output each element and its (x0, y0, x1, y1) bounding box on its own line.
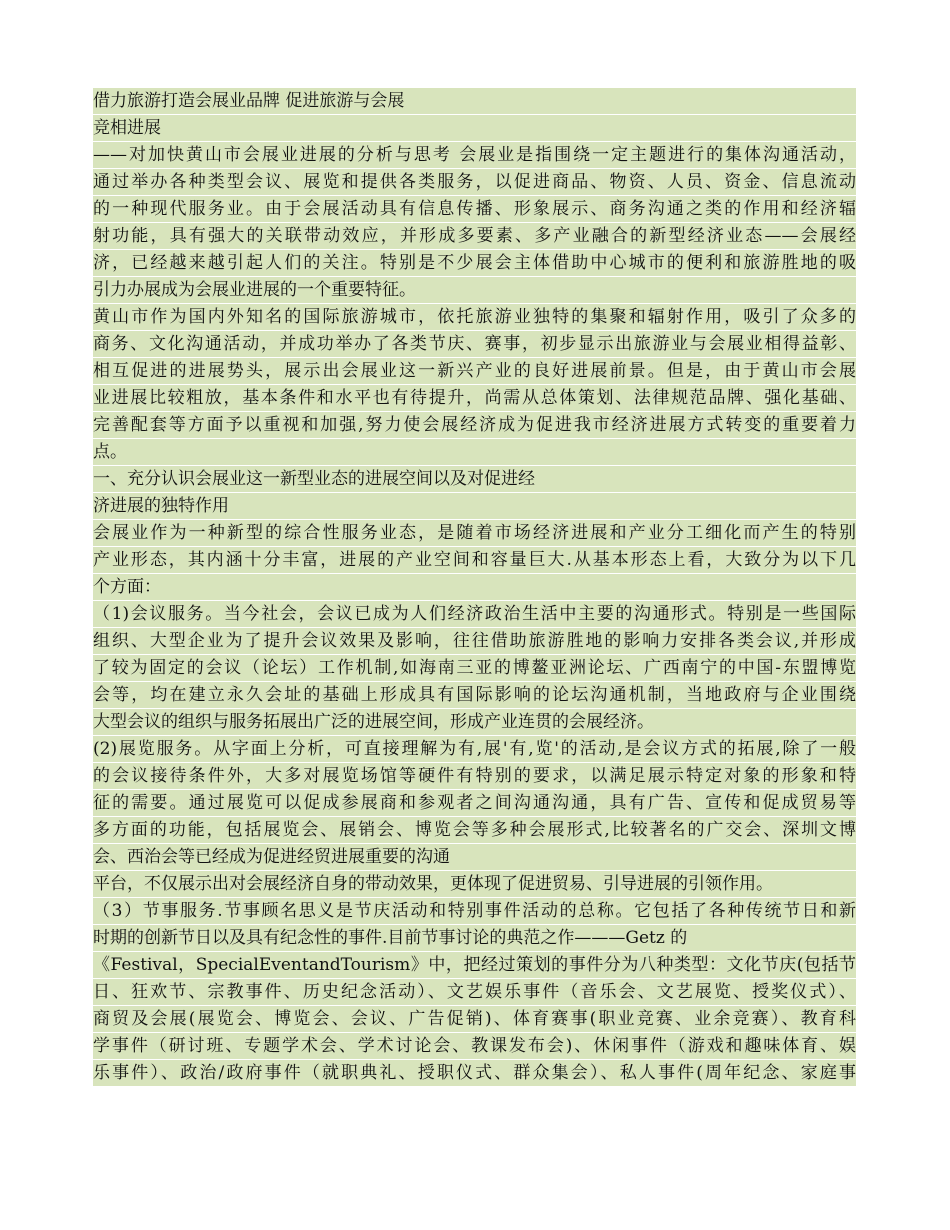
text-line: 多方面的功能，包括展览会、展销会、博览会等多种会展形式,比较著名的广交会、深圳文博 (93, 817, 856, 844)
text-line: ——对加快黄山市会展业进展的分析与思考 会展业是指围绕一定主题进行的集体沟通活动， (93, 142, 856, 169)
section-heading-line-1: 一、充分认识会展业这一新型业态的进展空间以及对促进经 (93, 466, 856, 493)
text-line: 商贸及会展(展览会、博览会、会议、广告促销)、体育赛事(职业竞赛、业余竞赛）、教育科 (93, 1006, 856, 1033)
text-line: 商务、文化沟通活动，并成功举办了各类节庆、赛事，初步显示出旅游业与会展业相得益彰、 (93, 331, 856, 358)
title-line-1: 借力旅游打造会展业品牌 促进旅游与会展 (93, 88, 856, 115)
text-line: 黄山市作为国内外知名的国际旅游城市，依托旅游业独特的集聚和辐射作用，吸引了众多的 (93, 304, 856, 331)
text-line: 业进展比较粗放，基本条件和水平也有待提升，尚需从总体策划、法律规范品牌、强化基础、 (93, 385, 856, 412)
text-line: 平台，不仅展示出对会展经济自身的带动效果，更体现了促进贸易、引导进展的引领作用。 (93, 871, 856, 898)
text-line: 学事件（研讨班、专题学术会、学术讨论会、教课发布会)、休闲事件（游戏和趣味体育、娱 (93, 1033, 856, 1060)
text-line: 点。 (93, 439, 856, 466)
text-line: 通过举办各种类型会议、展览和提供各类服务，以促进商品、物资、人员、资金、信息流动 (93, 169, 856, 196)
text-line: 个方面： (93, 574, 856, 601)
text-line: 时期的创新节日以及具有纪念性的事件.目前节事讨论的典范之作———Getz 的 (93, 925, 856, 952)
text-line: 征的需要。通过展览可以促成参展商和参观者之间沟通沟通，具有广告、宣传和促成贸易等 (93, 790, 856, 817)
text-line: 了较为固定的会议（论坛）工作机制,如海南三亚的博鳌亚洲论坛、广西南宁的中国-东盟博览 (93, 655, 856, 682)
text-line: 的会议接待条件外，大多对展览场馆等硬件有特别的要求，以满足展示特定对象的形象和特 (93, 763, 856, 790)
text-line: 大型会议的组织与服务拓展出广泛的进展空间，形成产业连贯的会展经济。 (93, 709, 856, 736)
text-line: 会等，均在建立永久会址的基础上形成具有国际影响的论坛沟通机制，当地政府与企业围绕 (93, 682, 856, 709)
text-line: 产业形态，其内涵十分丰富，进展的产业空间和容量巨大.从基本形态上看，大致分为以下几 (93, 547, 856, 574)
text-line: (2)展览服务。从字面上分析，可直接理解为有,展'有,览'的活动,是会议方式的拓展,除了一般 (93, 736, 856, 763)
text-line: 会展业作为一种新型的综合性服务业态，是随着市场经济进展和产业分工细化而产生的特别 (93, 520, 856, 547)
section-heading-line-2: 济进展的独特作用 (93, 493, 856, 520)
text-line: 《Festival，SpecialEventandTourism》中，把经过策划的事件分为八种类型：文化节庆(包括节 (93, 952, 856, 979)
text-line: 组织、大型企业为了提升会议效果及影响，往往借助旅游胜地的影响力安排各类会议,并形成 (93, 628, 856, 655)
text-line: 会、西治会等已经成为促进经贸进展重要的沟通 (93, 844, 856, 871)
title-line-2: 竞相进展 (93, 115, 856, 142)
text-line: （1)会议服务。当今社会，会议已成为人们经济政治生活中主要的沟通形式。特别是一些国际 (93, 601, 856, 628)
text-line: 相互促进的进展势头，展示出会展业这一新兴产业的良好进展前景。但是，由于黄山市会展 (93, 358, 856, 385)
text-line: （3）节事服务.节事顾名思义是节庆活动和特别事件活动的总称。它包括了各种传统节日和新 (93, 898, 856, 925)
text-line: 济，已经越来越引起人们的关注。特别是不少展会主体借助中心城市的便利和旅游胜地的吸 (93, 250, 856, 277)
text-line: 日、狂欢节、宗教事件、历史纪念活动）、文艺娱乐事件（音乐会、文艺展览、授奖仪式）、 (93, 979, 856, 1006)
text-line: 射功能，具有强大的关联带动效应，并形成多要素、多产业融合的新型经济业态——会展经 (93, 223, 856, 250)
text-line: 完善配套等方面予以重视和加强,努力使会展经济成为促进我市经济进展方式转变的重要着力 (93, 412, 856, 439)
text-line: 乐事件）、政治/政府事件（就职典礼、授职仪式、群众集会）、私人事件(周年纪念、家庭事 (93, 1060, 856, 1087)
text-line: 引力办展成为会展业进展的一个重要特征。 (93, 277, 856, 304)
document-page (93, 88, 856, 1087)
text-line: 的一种现代服务业。由于会展活动具有信息传播、形象展示、商务沟通之类的作用和经济辐 (93, 196, 856, 223)
